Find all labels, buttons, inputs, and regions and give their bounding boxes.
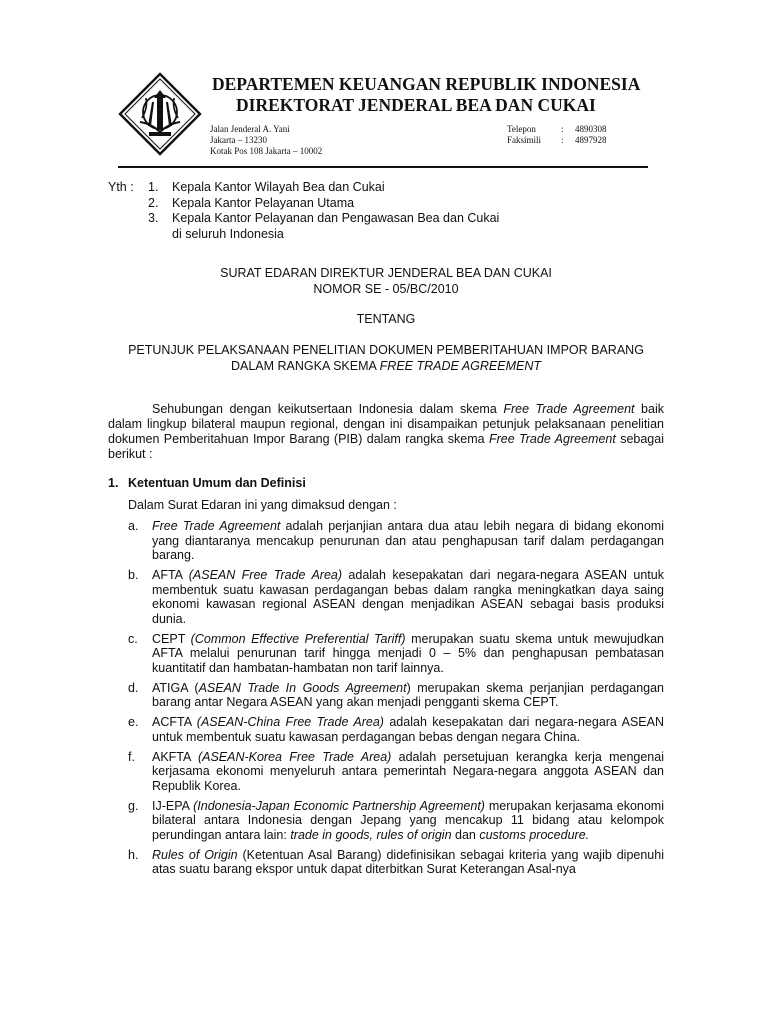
term-emphasis: customs procedure. <box>479 827 590 842</box>
term-emphasis: Free Trade Agreement <box>152 519 281 533</box>
item-marker: f. <box>128 749 135 764</box>
contact-block <box>507 124 607 146</box>
contact-value: 4890308 <box>575 124 607 134</box>
item-text: IJ-EPA <box>152 798 194 813</box>
item-text: AFTA <box>152 568 189 582</box>
term-emphasis: Rules of Origin <box>152 847 238 862</box>
list-item <box>128 715 664 744</box>
list-item <box>128 568 664 626</box>
list-item <box>128 799 664 843</box>
definition-list <box>128 519 664 877</box>
address-line: Kotak Pos 108 Jakarta – 10002 <box>210 146 323 156</box>
list-item <box>128 681 664 710</box>
subject-text: DALAM RANGKA SKEMA <box>230 358 380 373</box>
item-text: adalah perjanjian antara dua atau lebih negara di bidang ekonomi yang diantaranya mencakup penurunan dan atau penghapusan tarif dalam perdagangan barang. <box>152 519 664 562</box>
circular-title <box>108 266 664 297</box>
list-text: Kepala Kantor Pelayanan dan Pengawasan Bea dan Cukai <box>172 211 500 225</box>
item-text: ACFTA <box>152 715 197 729</box>
term-emphasis: trade in goods, rules of origin <box>290 827 452 842</box>
item-marker: g. <box>128 798 139 813</box>
address-line: Jakarta – 13230 <box>210 135 267 145</box>
address-block <box>210 124 322 157</box>
section-number: 1. <box>108 476 119 490</box>
item-marker: b. <box>128 568 139 582</box>
list-item <box>128 848 664 877</box>
item-marker: d. <box>128 680 139 695</box>
term-emphasis: ASEAN Trade In Goods Agreement <box>198 680 407 695</box>
item-marker: h. <box>128 847 139 862</box>
contact-separator: : <box>561 124 564 134</box>
paragraph-text: baik dalam lingkup bilateral maupun regional, dengan ini disampaikan petunjuk pelaksanaan penelitian dokumen Pemberitahuan Impor Barang (PIB) dalam rangka skema <box>108 402 664 446</box>
org-name-line2: DIREKTORAT JENDERAL BEA DAN CUKAI <box>236 95 596 115</box>
contact-label: Faksimili <box>507 135 542 145</box>
section-title: Ketentuan Umum dan Definisi <box>128 476 306 490</box>
list-text: Kepala Kantor Pelayanan Utama <box>172 195 355 210</box>
paragraph-text: sebagai berikut : <box>108 432 664 461</box>
recipients-list <box>148 180 499 242</box>
term-emphasis: (ASEAN-Korea Free Trade Area) <box>197 749 392 764</box>
circular-title-line: SURAT EDARAN DIREKTUR JENDERAL BEA DAN CUKAI <box>220 266 552 280</box>
item-text: adalah kesepakatan dari negara-negara ASEAN untuk membentuk suatu kawasan perdagangan bebas dalam rangka meningkatkan daya saing ekonomi kawasan regional ASEAN dengan menjadikan ASEAN sebagai basis produksi dunia. <box>152 568 664 626</box>
paragraph-emphasis: Free Trade Agreement <box>503 402 635 416</box>
list-number: 3. <box>148 211 159 225</box>
term-emphasis: (ASEAN-China Free Trade Area) <box>196 715 384 729</box>
contact-separator: : <box>561 135 564 145</box>
address-line: Jalan Jenderal A. Yani <box>210 124 290 134</box>
item-text: ) merupakan skema perjanjian perdagangan barang antar Negara ASEAN yang akan menjadi pengganti skema CEPT. <box>152 680 665 709</box>
list-number: 2. <box>148 195 159 210</box>
subject-emphasis: FREE TRADE AGREEMENT <box>379 358 542 373</box>
tentang-heading: TENTANG <box>356 312 416 326</box>
ministry-of-finance-emblem-icon <box>118 72 202 156</box>
section-intro: Dalam Surat Edaran ini yang dimaksud dengan : <box>128 498 397 512</box>
subject-line <box>108 359 664 375</box>
item-text: dan <box>451 827 480 842</box>
item-text: CEPT <box>152 631 191 646</box>
subject-line: PETUNJUK PELAKSANAAN PENELITIAN DOKUMEN PEMBERITAHUAN IMPOR BARANG <box>128 343 644 357</box>
list-text: di seluruh Indonesia <box>172 226 284 241</box>
header-divider <box>118 166 648 168</box>
list-item <box>128 519 664 563</box>
item-text: adalah kesepakatan dari negara-negara ASEAN untuk membentuk suatu kawasan perdagangan bebas dengan negara China. <box>152 715 664 744</box>
list-item <box>148 227 499 243</box>
item-text: AKFTA <box>152 749 198 764</box>
paragraph-emphasis: Free Trade Agreement <box>488 432 616 446</box>
list-text: Kepala Kantor Wilayah Bea dan Cukai <box>172 180 385 194</box>
term-emphasis: (Indonesia-Japan Economic Partnership Agreement) <box>193 798 485 813</box>
term-emphasis: (ASEAN Free Trade Area) <box>188 568 343 582</box>
org-name-line1: DEPARTEMEN KEUANGAN REPUBLIK INDONESIA <box>212 74 641 94</box>
subject-block <box>108 343 664 374</box>
contact-label: Telepon <box>507 124 536 134</box>
opening-paragraph <box>108 402 664 462</box>
contact-value: 4897928 <box>575 135 607 145</box>
item-marker: e. <box>128 715 139 729</box>
item-marker: c. <box>128 631 138 646</box>
list-item <box>128 632 664 676</box>
list-item <box>128 750 664 794</box>
list-item <box>148 180 499 196</box>
contact-row-fax <box>507 135 607 146</box>
item-text: merupakan suatu skema untuk mewujudkan AFTA melalui penurunan tarif hingga menjadi 0 – 5% dan penghapusan pembatasan kuantitatif dan hambatan-hambatan non tarif lainnya. <box>152 631 664 675</box>
paragraph-text: Sehubungan dengan keikutsertaan Indonesia dalam skema <box>152 402 504 416</box>
item-text: ATIGA ( <box>152 680 199 695</box>
list-number: 1. <box>148 180 159 194</box>
list-item <box>148 211 499 227</box>
item-text: (Ketentuan Asal Barang) didefinisikan sebagai kriteria yang wajib dipenuhi atas suatu barang ekspor untuk dapat diterbitkan Surat Keterangan Asal-nya <box>152 847 664 876</box>
item-text: merupakan kerjasama ekonomi bilateral antara Indonesia dengan Jepang yang mencakup 11 bidang atau kelompok perundingan antara lain: <box>152 798 664 842</box>
section-heading <box>108 476 306 490</box>
item-marker: a. <box>128 519 139 533</box>
list-item <box>148 196 499 212</box>
term-emphasis: (Common Effective Preferential Tariff) <box>190 631 406 646</box>
circular-number: NOMOR SE - 05/BC/2010 <box>313 281 459 296</box>
item-text: adalah persetujuan kerangka kerja mengenai kerjasama ekonomi menyeluruh antara pemerintah Negara-negara anggota ASEAN dan Republik Korea. <box>152 749 664 793</box>
recipients-label: Yth : <box>108 180 134 194</box>
contact-row-telephone <box>507 124 607 135</box>
